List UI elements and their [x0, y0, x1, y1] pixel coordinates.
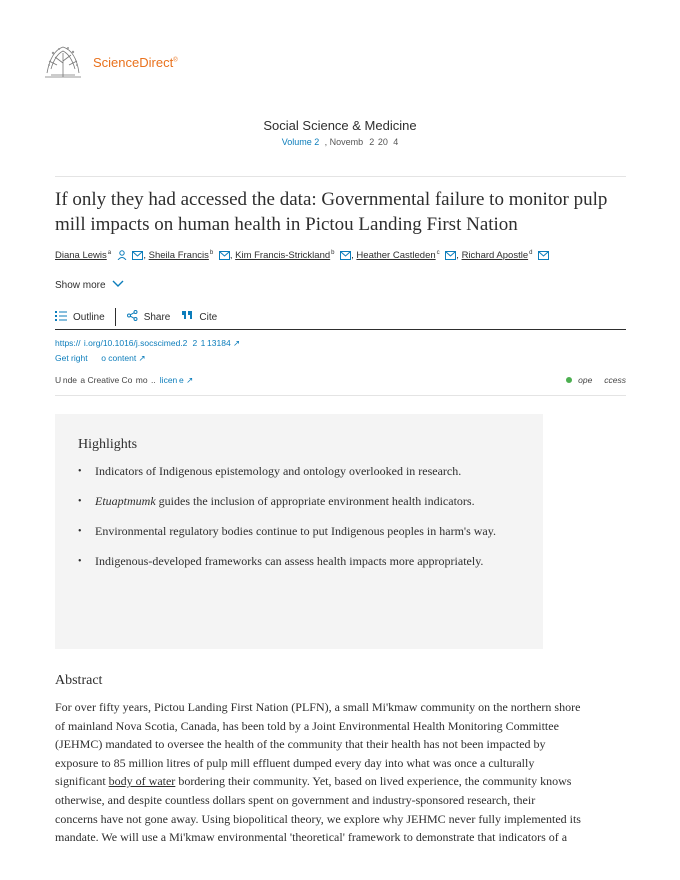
abstract-line — [55, 772, 627, 791]
abstract-line: of mainland Nova Scotia, Canada, has been told by a Joint Environmental Health Monitoring Committee — [55, 718, 559, 733]
author-affiliation[interactable]: b — [331, 250, 335, 256]
doi-link[interactable]: https:// i.org/10.1016/j.socscimed.2 2 1 13184 ↗ — [55, 338, 241, 348]
mail-icon[interactable] — [340, 251, 351, 263]
issue-date: , Novemb 2 20 4 — [324, 137, 399, 147]
author-link[interactable]: Diana Lewis — [55, 250, 107, 262]
author-link[interactable]: Sheila Francis — [148, 250, 209, 262]
highlight-item-text: guides the inclusion of appropriate environment health indicators. — [158, 494, 475, 508]
highlight-item: • Environmental regulatory bodies continue to put Indigenous peoples in harm's way. — [78, 522, 523, 541]
highlight-italic-term: Etuaptmumk — [95, 494, 156, 508]
licence-text: U nde a Creative Co mo .. — [55, 375, 160, 385]
brand-mark: ® — [173, 57, 178, 64]
abstract-body — [55, 698, 627, 847]
abstract-title: Abstract — [55, 673, 103, 688]
get-rights-link[interactable]: Get right o content ↗ — [55, 353, 146, 363]
cite-button[interactable] — [182, 311, 217, 323]
highlight-item: • Indigenous-developed frameworks can assess health impacts more appropriately. — [78, 552, 523, 571]
share-label: Share — [143, 311, 171, 323]
abstract-text: significant — [55, 774, 109, 789]
share-icon — [127, 310, 138, 324]
author-affiliation[interactable]: c — [436, 250, 440, 256]
article-title: If only they had accessed the data: Governmental failure to monitor pulp mill impacts on human health in Pictou Landing First Nation — [55, 189, 608, 235]
brand-name: ScienceDirect — [93, 55, 174, 70]
elsevier-tree-logo[interactable] — [43, 43, 83, 79]
person-icon[interactable] — [117, 250, 127, 263]
mail-icon[interactable] — [132, 251, 143, 263]
show-more-button[interactable] — [55, 280, 124, 291]
author-affiliation[interactable]: a — [107, 250, 112, 256]
journal-issue — [0, 137, 680, 147]
highlight-item — [78, 492, 523, 511]
licence-notice — [55, 375, 193, 386]
toolbar-divider — [115, 308, 116, 326]
open-access-label: ope ccess — [578, 375, 626, 385]
outline-label: Outline — [73, 311, 105, 323]
quote-icon — [182, 311, 193, 323]
abstract-line: (JEHMC) mandated to oversee the health of the community that their health has not been impacted by — [55, 737, 546, 752]
list-icon — [55, 311, 67, 324]
author-affiliation[interactable]: d — [529, 250, 533, 256]
toolbar-divider-line — [55, 329, 626, 330]
meta-divider — [55, 395, 626, 396]
journal-name[interactable]: Social Science & Medicine — [263, 118, 417, 133]
mail-icon[interactable] — [538, 251, 549, 263]
mail-icon[interactable] — [445, 251, 456, 263]
sciencedirect-brand[interactable] — [93, 55, 178, 70]
author-affiliation[interactable]: b — [209, 250, 214, 256]
header-divider — [55, 176, 626, 177]
abstract-line: concerns have not gone away. Using biopolitical theory, we explore why JEHMC never fully implemented its — [55, 811, 581, 826]
show-more-label: Show more — [55, 280, 106, 291]
licence-link[interactable]: licen e ↗ — [159, 375, 194, 385]
author-link[interactable]: Heather Castleden — [356, 250, 436, 262]
body-of-water-link[interactable]: body of water — [108, 774, 176, 789]
outline-button[interactable] — [55, 311, 105, 324]
highlight-item: • Indicators of Indigenous epistemology and ontology overlooked in research. — [78, 462, 523, 481]
author-link[interactable]: Richard Apostle — [461, 250, 529, 262]
mail-icon[interactable] — [219, 251, 230, 263]
chevron-down-icon — [108, 280, 124, 291]
open-access-badge — [566, 375, 626, 385]
abstract-line: otherwise, and despite countless dollars spent on government and industry-sponsored research, their — [55, 792, 536, 807]
abstract-line: For over fifty years, Pictou Landing First Nation (PLFN), a small Mi'kmaw community on the northern shore — [55, 700, 581, 714]
highlights-title: Highlights — [78, 437, 138, 452]
author-link[interactable]: Kim Francis-Strickland — [235, 250, 331, 262]
abstract-line: mandate. We will use a Mi'kmaw environmental 'theoretical' framework to demonstrate that indicators of a — [55, 830, 568, 845]
open-access-dot-icon — [566, 377, 572, 383]
highlights-list — [78, 462, 523, 582]
author-list: Diana Lewis$^a$ , Sheila Francis$^b$ , Kim Francis-Strickland$^b$ , Heather Castleden$^c$ , Richard Apostle$^d$ — [55, 250, 635, 263]
abstract-text: bordering their community. Yet, based on lived experience, the community knows — [175, 774, 572, 789]
share-button[interactable] — [127, 310, 171, 324]
abstract-line: exposure to 85 million litres of pulp mill effluent dumped every day into what was once a culturally — [55, 755, 535, 770]
article-toolbar — [55, 308, 217, 326]
volume-link[interactable]: Volume 2 — [281, 137, 325, 147]
cite-label: Cite — [199, 311, 218, 323]
